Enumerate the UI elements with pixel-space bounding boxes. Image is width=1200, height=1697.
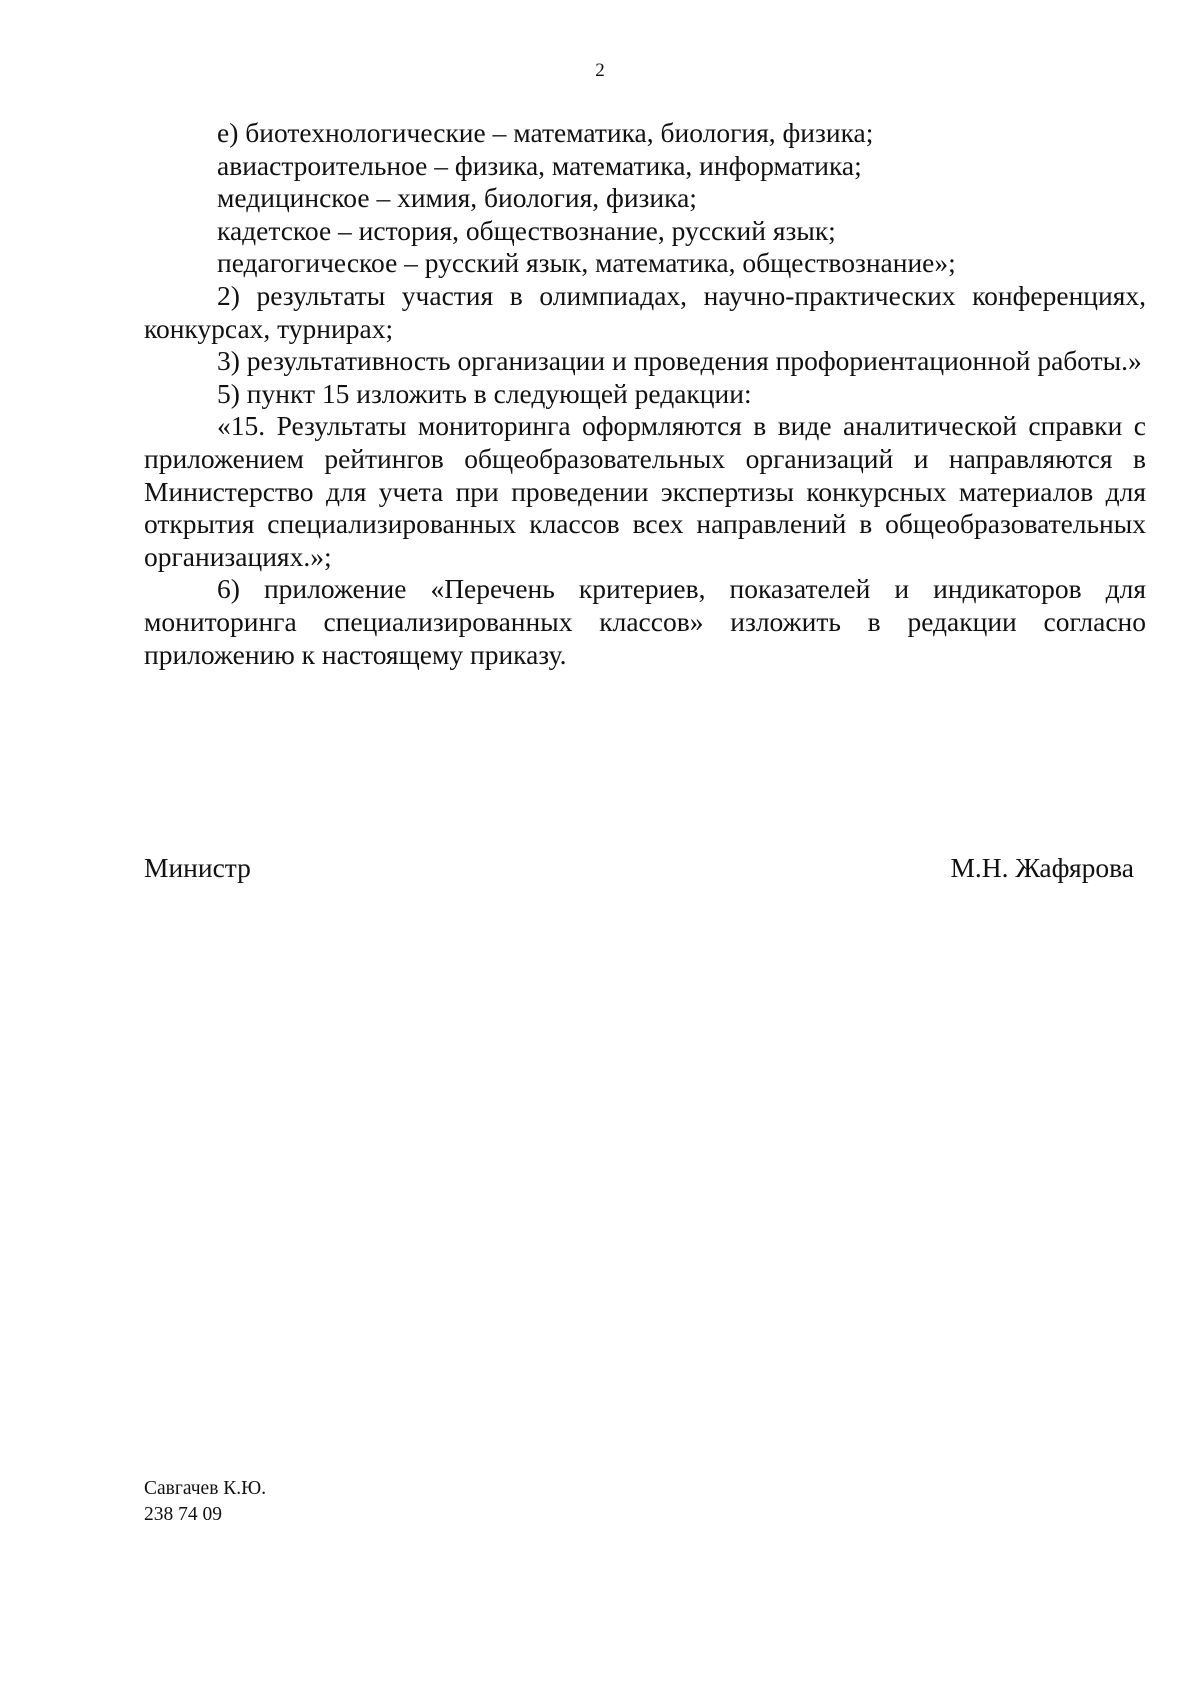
signer-role: Министр <box>144 852 251 883</box>
signer-name: М.Н. Жафярова <box>950 852 1134 883</box>
document-body <box>144 117 1146 671</box>
paragraph-pedagogical: педагогическое – русский язык, математика, обществознание»; <box>217 247 956 279</box>
paragraph-point-15: «15. Результаты мониторинга оформляются в виде аналитической справки с приложением рейтингов общеобразовательных организаций и направляются в Министерство для учета при проведении экспертизы конкурсных материалов для открытия специализированных классов всех направлений в общеобразовательных организациях.»; <box>144 410 1146 572</box>
paragraph-aviation: авиастроительное – физика, математика, информатика; <box>217 149 862 181</box>
paragraph-biotech: е) биотехнологические – математика, биология, физика; <box>217 117 874 148</box>
paragraph-medical: медицинское – химия, биология, физика; <box>217 182 697 214</box>
page-number: 2 <box>595 60 605 81</box>
paragraph-item-6: 6) приложение «Перечень критериев, показателей и индикаторов для мониторинга специализированных классов» изложить в редакции согласно приложению к настоящему приказу. <box>144 573 1146 670</box>
executor-block <box>144 1476 266 1528</box>
executor-phone: 238 74 09 <box>144 1504 222 1525</box>
paragraph-cadet: кадетское – история, обществознание, русский язык; <box>217 214 836 246</box>
paragraph-item-3: 3) результативность организации и проведения профориентационной работы.» <box>217 345 1142 377</box>
executor-name: Савгачев К.Ю. <box>144 1478 267 1499</box>
paragraph-item-2: 2) результаты участия в олимпиадах, научно-практических конференциях, конкурсах, турнирах; <box>144 279 1146 344</box>
paragraph-item-5: 5) пункт 15 изложить в следующей редакции: <box>217 377 752 409</box>
